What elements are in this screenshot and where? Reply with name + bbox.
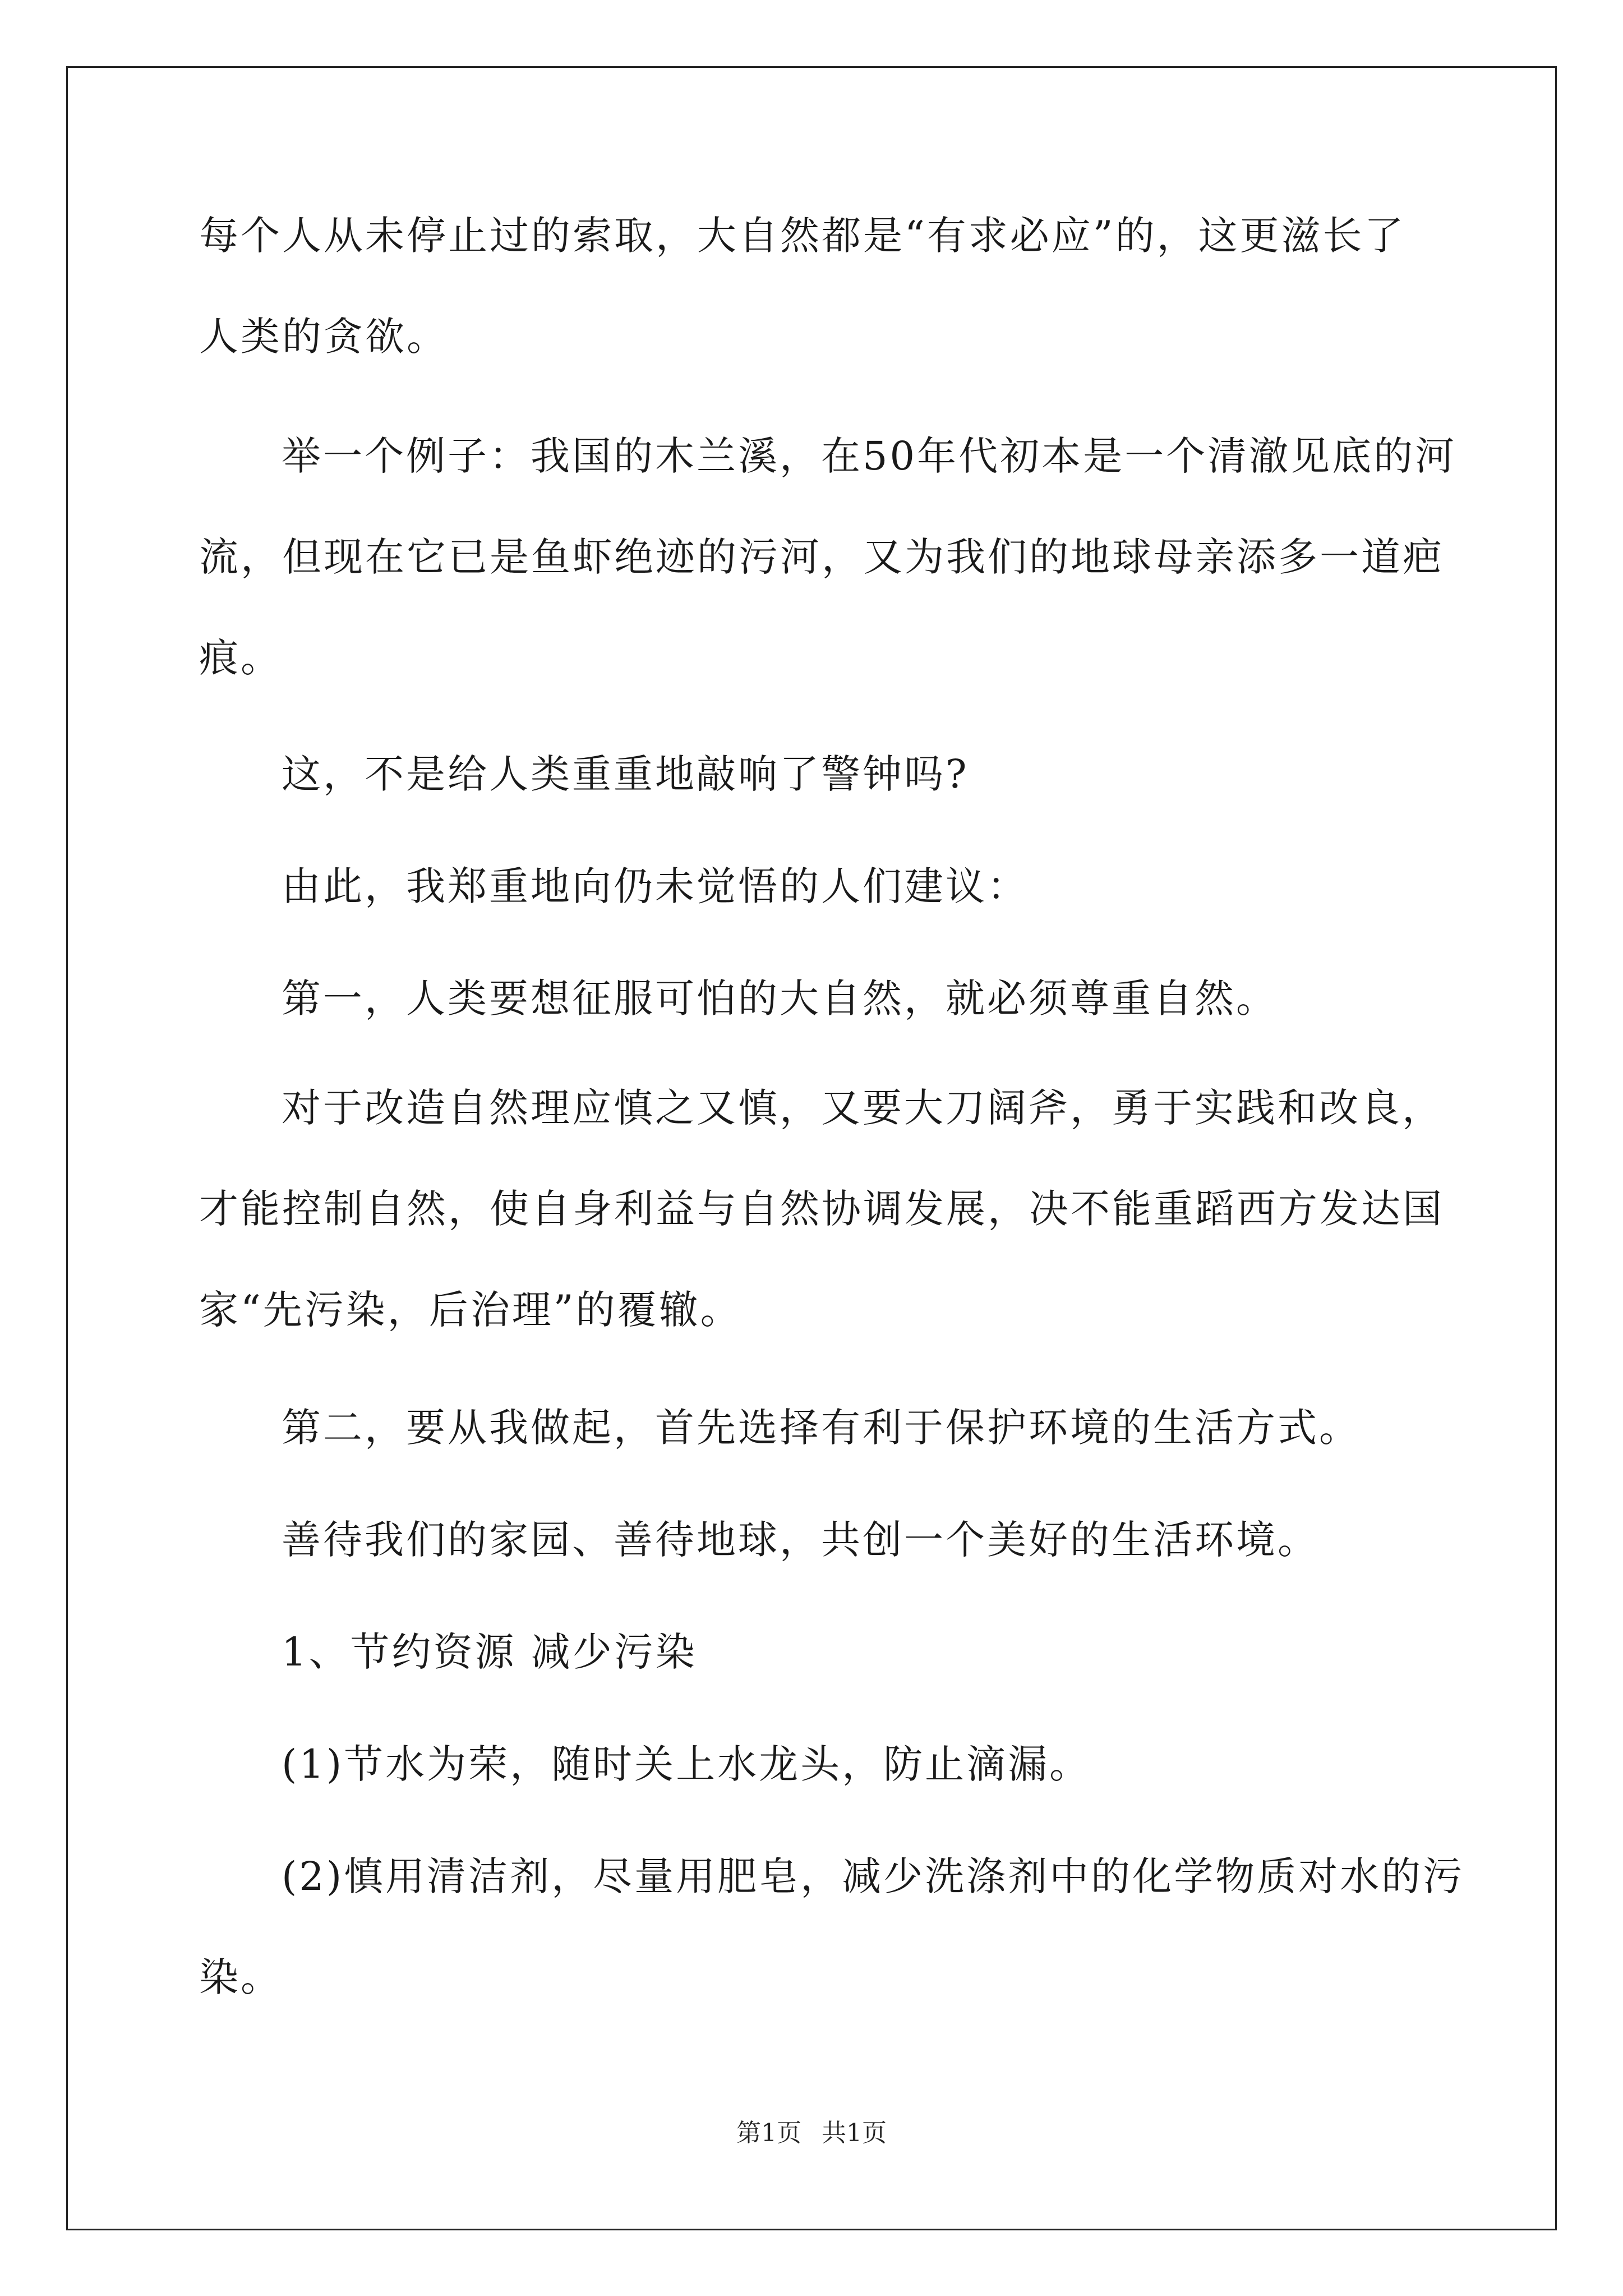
page-footer (0, 2116, 1623, 2150)
page-border (66, 66, 1557, 2230)
text-line-7: 由此，我郑重地向仍未觉悟的人们建议： (282, 863, 1029, 909)
text-line-1: 每个人从未停止过的索取，大自然都是“有求必应”的，这更滋长了 (199, 213, 1406, 259)
text-line-14: 1、节约资源 减少污染 (282, 1629, 697, 1675)
text-line-13: 善待我们的家园、善待地球，共创一个美好的生活环境。 (282, 1517, 1319, 1563)
text-line-11: 家“先污染，后治理”的覆辙。 (199, 1287, 742, 1333)
text-line-5: 痕。 (199, 635, 282, 681)
text-line-9: 对于改造自然理应慎之又慎，又要大刀阔斧，勇于实践和改良， (282, 1085, 1444, 1131)
page-number: 第1页 (736, 2119, 801, 2147)
text-line-16: (2)慎用清洁剂，尽量用肥皂，减少洗涤剂中的化学物质对水的污 (282, 1853, 1465, 1899)
text-line-8: 第一，人类要想征服可怕的大自然，就必须尊重自然。 (282, 976, 1278, 1022)
text-line-17: 染。 (199, 1954, 282, 2000)
text-line-3: 举一个例子：我国的木兰溪，在50年代初本是一个清澈见底的河 (282, 433, 1457, 479)
text-line-12: 第二，要从我做起，首先选择有利于保护环境的生活方式。 (282, 1405, 1361, 1451)
text-line-6: 这，不是给人类重重地敲响了警钟吗? (282, 751, 969, 797)
text-line-4: 流，但现在它已是鱼虾绝迹的污河，又为我们的地球母亲添多一道疤 (199, 534, 1444, 580)
text-line-10: 才能控制自然，使自身利益与自然协调发展，决不能重蹈西方发达国 (199, 1186, 1444, 1232)
page-total: 共1页 (822, 2119, 887, 2147)
text-line-2: 人类的贪欲。 (199, 314, 448, 360)
text-line-15: (1)节水为荣，随时关上水龙头，防止滴漏。 (282, 1741, 1091, 1787)
